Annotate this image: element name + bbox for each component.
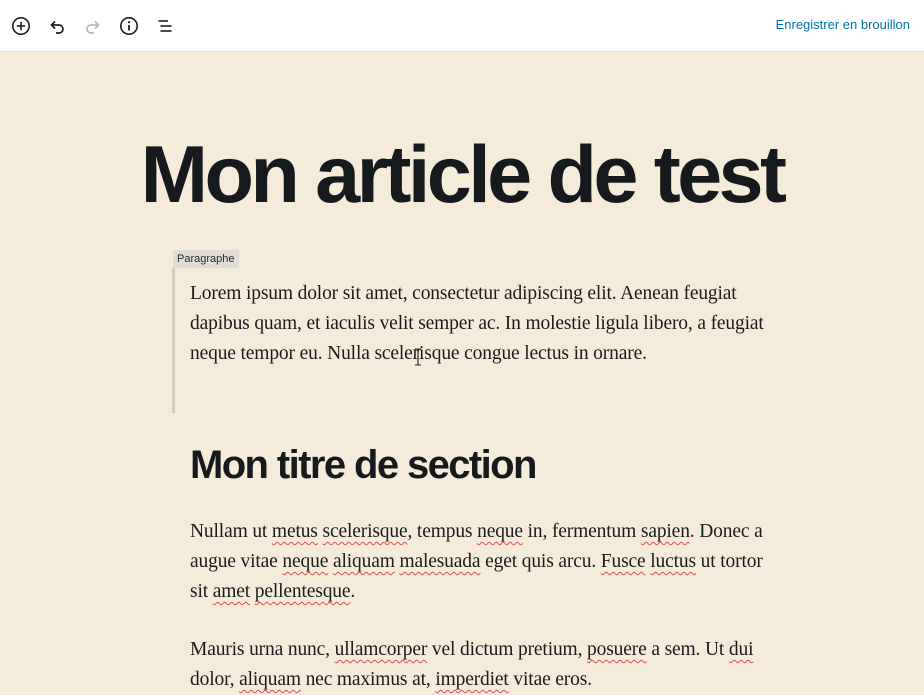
paragraph-text: vitae eros. [508,669,592,690]
misspelled-word: pellentesque [254,581,351,602]
misspelled-word: ullamcorper [334,639,428,660]
misspelled-word: Fusce [600,551,646,572]
block-navigation-button[interactable] [150,11,180,41]
section-heading[interactable]: Mon titre de section [190,443,536,487]
block-type-label: Paragraphe [173,250,239,268]
misspelled-word: sapien [640,521,690,542]
paragraph-text: Mauris urna nunc, [190,639,335,660]
redo-icon [83,16,103,36]
paragraph-text: in, fermentum [522,521,641,542]
outline-icon [155,16,175,36]
misspelled-word: neque [477,521,523,542]
undo-icon [47,16,67,36]
paragraph-block[interactable] [190,635,780,695]
misspelled-word: aliquam [332,551,395,572]
misspelled-word: aliquam [239,669,301,690]
save-draft-button[interactable]: Enregistrer en brouillon [775,17,910,32]
redo-button[interactable] [78,11,108,41]
misspelled-word: neque [282,551,329,572]
misspelled-word: scelerisque [322,521,408,542]
misspelled-word: malesuada [399,551,481,572]
paragraph-block[interactable]: Lorem ipsum dolor sit amet, consectetur adipiscing elit. Aenean feugiat dapibus quam, et iaculis velit semper ac. In molestie ligula libero, a feugiat neque tempor eu. Nulla scelerisque congue lectus in ornare. [190,283,764,364]
paragraph-text: , tempus [407,521,478,542]
misspelled-word: posuere [587,639,647,660]
paragraph-text: nec maximus at, [300,669,436,690]
info-icon [119,16,139,36]
misspelled-word: metus [271,521,318,542]
paragraph-text: dolor, [190,669,240,690]
add-block-button[interactable] [6,11,36,41]
misspelled-word: amet [212,581,250,602]
editor-toolbar [0,0,924,52]
paragraph-text: . [350,581,356,602]
text-cursor-icon [414,348,422,366]
undo-button[interactable] [42,11,72,41]
paragraph-text: Nullam ut [190,521,272,542]
paragraph-text: eget quis arcu. [480,551,601,572]
misspelled-word: luctus [650,551,696,572]
add-block-icon [11,16,31,36]
info-button[interactable] [114,11,144,41]
paragraph-text: a sem. Ut [646,639,729,660]
paragraph-text: vel dictum pretium, [427,639,588,660]
misspelled-word: imperdiet [435,669,509,690]
misspelled-word: dui [728,639,754,660]
paragraph-text: ut tortor sit [190,551,763,602]
post-title[interactable]: Mon article de test [140,130,784,220]
paragraph-text: . Donec a augue vitae [190,521,763,572]
paragraph-block[interactable] [190,517,780,607]
